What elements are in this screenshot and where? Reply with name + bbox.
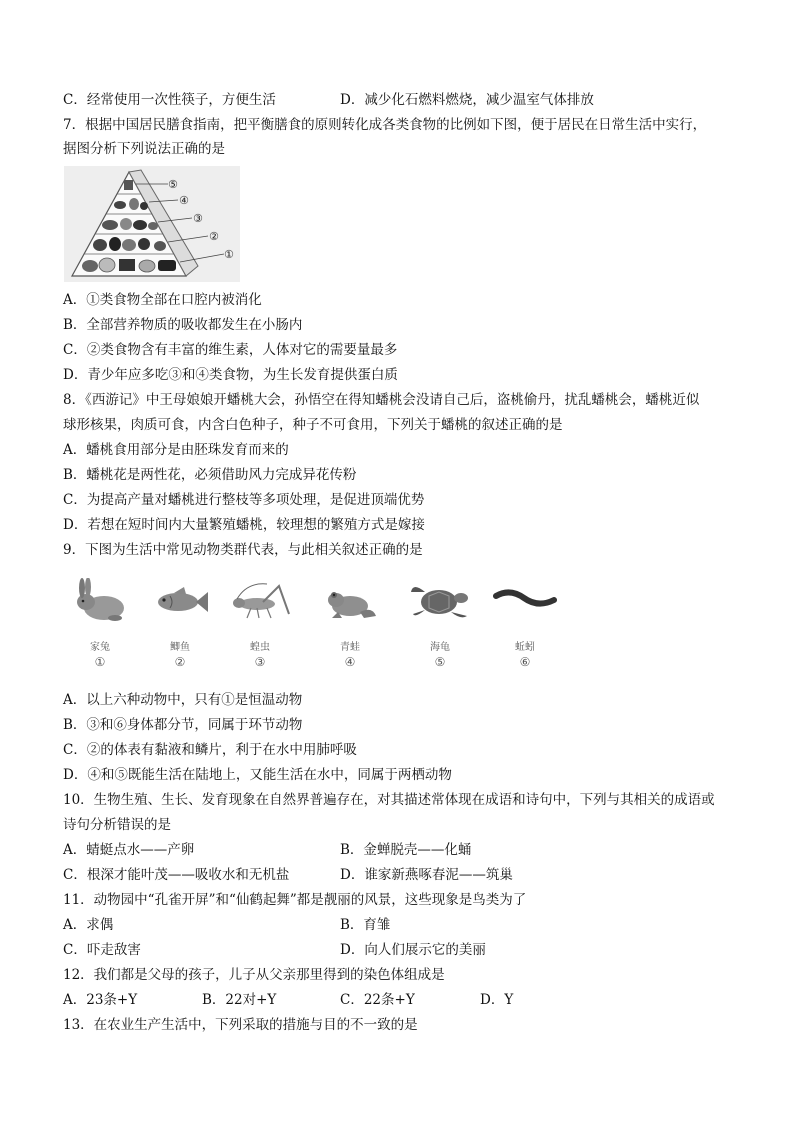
animal-sea-turtle (400, 578, 480, 669)
q6-option-d: D．减少化石燃料燃烧，减少温室气体排放 (340, 92, 594, 108)
q11-option-b: B．育雏 (340, 917, 391, 933)
q11-stem: 11．动物园中“孔雀开屏”和“仙鹤起舞”都是靓丽的风景，这些现象是鸟类为了 (63, 892, 527, 908)
fish-icon (150, 578, 210, 624)
q8-option-b: B．蟠桃花是两性花，必须借助风力完成异花传粉 (63, 467, 357, 483)
animal-number: ③ (254, 655, 266, 669)
animal-number: ⑥ (519, 655, 531, 669)
q9-stem: 9．下图为生活中常见动物类群代表，与此相关叙述正确的是 (63, 542, 423, 558)
q12-option-d: D．Y (480, 992, 514, 1008)
q12-option-b: B．22对+Y (202, 992, 277, 1008)
animal-rabbit (60, 578, 140, 669)
animal-fish (140, 578, 220, 669)
animal-frog (310, 578, 390, 669)
pyramid-label-3: ③ (193, 212, 203, 225)
q9-option-a: A．以上六种动物中，只有①是恒温动物 (63, 692, 303, 708)
q7-option-a: A．①类食物全部在口腔内被消化 (63, 292, 262, 308)
q8-stem-line1: 8．《西游记》中王母娘娘开蟠桃大会，孙悟空在得知蟠桃会没请自己后，盗桃偷丹，扰乱蟠桃会，蟠桃近似 (63, 392, 700, 408)
q11-option-d: D．向人们展示它的美丽 (340, 942, 486, 958)
q10-option-b: B．金蝉脱壳——化蛹 (340, 842, 472, 858)
q7-option-b: B．全部营养物质的吸收都发生在小肠内 (63, 317, 303, 333)
rabbit-icon (70, 578, 130, 624)
q10-option-c: C．根深才能叶茂——吸收水和无机盐 (63, 867, 290, 883)
pyramid-label-1: ① (224, 248, 234, 261)
q8-stem-line2: 球形核果，肉质可食，内含白色种子，种子不可食用，下列关于蟠桃的叙述正确的是 (63, 417, 563, 433)
q10-option-a: A．蜻蜓点水——产卵 (63, 842, 195, 858)
q7-stem-line1: 7．根据中国居民膳食指南，把平衡膳食的原则转化成各类食物的比例如下图，便于居民在日常生活中实行， (63, 117, 707, 133)
q7-option-c: C．②类食物含有丰富的维生素，人体对它的需要量最多 (63, 342, 398, 358)
animal-name: 蝗虫 (250, 642, 270, 653)
food-pyramid-image (64, 166, 240, 282)
animal-name: 鲫鱼 (170, 642, 190, 653)
animal-name: 家兔 (90, 642, 110, 653)
q10-stem-line1: 10．生物生殖、生长、发育现象在自然界普遍存在，对其描述常体现在成语和诗句中，下列与其相关的成语或 (63, 792, 715, 808)
animal-number: ⑤ (434, 655, 446, 669)
pyramid-label-4: ④ (179, 194, 189, 207)
animal-name: 青蛙 (340, 642, 360, 653)
animal-name: 蚯蚓 (515, 642, 535, 653)
q9-option-d: D．④和⑤既能生活在陆地上，又能生活在水中，同属于两栖动物 (63, 767, 452, 783)
q12-stem: 12．我们都是父母的孩子，儿子从父亲那里得到的染色体组成是 (63, 967, 445, 983)
q13-stem: 13．在农业生产生活中，下列采取的措施与目的不一致的是 (63, 1017, 418, 1033)
q8-option-a: A．蟠桃食用部分是由胚珠发育而来的 (63, 442, 289, 458)
animal-locust (220, 578, 300, 669)
pyramid-label-5: ⑤ (168, 178, 178, 191)
animal-number: ④ (344, 655, 356, 669)
q9-option-b: B．③和⑥身体都分节，同属于环节动物 (63, 717, 303, 733)
food-pyramid-figure (64, 166, 240, 282)
q12-option-a: A．23条+Y (63, 992, 138, 1008)
q7-stem-line2: 据图分析下列说法正确的是 (63, 141, 225, 157)
q12-option-c: C．22条+Y (340, 992, 415, 1008)
animals-figure (60, 578, 560, 674)
q6-option-c: C．经常使用一次性筷子，方便生活 (63, 92, 276, 108)
q8-option-c: C．为提高产量对蟠桃进行整枝等多项处理，是促进顶端优势 (63, 492, 425, 508)
locust-icon (227, 578, 293, 624)
q8-option-d: D．若想在短时间内大量繁殖蟠桃，较理想的繁殖方式是嫁接 (63, 517, 425, 533)
pyramid-label-2: ② (209, 230, 219, 243)
animal-earthworm (485, 578, 565, 669)
q10-option-d: D．谁家新燕啄春泥——筑巢 (340, 867, 513, 883)
q11-option-a: A．求偶 (63, 917, 114, 933)
animal-name: 海龟 (430, 642, 450, 653)
q9-option-c: C．②的体表有黏液和鳞片，利于在水中用肺呼吸 (63, 742, 357, 758)
q7-option-d: D．青少年应多吃③和④类食物，为生长发育提供蛋白质 (63, 367, 398, 383)
earthworm-icon (492, 578, 558, 624)
frog-icon (320, 578, 380, 624)
sea-turtle-icon (407, 578, 473, 624)
q10-stem-line2: 诗句分析错误的是 (63, 817, 171, 833)
animal-number: ① (94, 655, 106, 669)
q11-option-c: C．吓走敌害 (63, 942, 141, 958)
animal-number: ② (174, 655, 186, 669)
